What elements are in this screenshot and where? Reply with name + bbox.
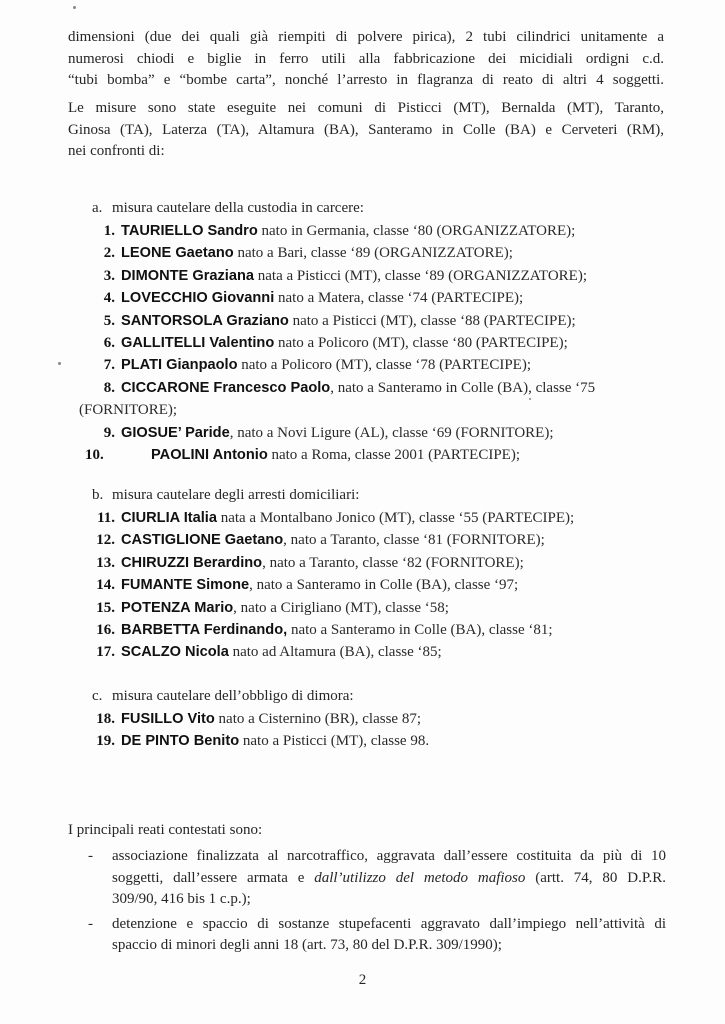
person-details: nato a Matera, classe ‘74 (PARTECIPE);	[274, 290, 524, 307]
section-letter: b.	[92, 487, 104, 503]
item-number: 15.	[96, 599, 115, 616]
list-item	[79, 242, 692, 264]
text-line	[112, 868, 666, 890]
list-item	[79, 444, 692, 466]
list-item	[79, 641, 692, 663]
list-item	[79, 354, 692, 376]
text-line: dimensioni (due dei quali già riempiti di polvere pirica), 2 tubi cilindrici unitamente a	[68, 29, 664, 45]
section-custody-prison	[79, 197, 692, 466]
list-item	[79, 422, 692, 444]
person-details: , nato a Taranto, classe ‘81 (FORNITORE);	[283, 532, 545, 549]
person-details: nato a Roma, classe 2001 (PARTECIPE);	[267, 447, 521, 464]
section-title: misura cautelare dell’obbligo di dimora:	[112, 688, 354, 704]
person-details: nato a Policoro (MT), classe ‘78 (PARTECIPE);	[237, 357, 531, 374]
people-list	[79, 220, 692, 466]
list-item	[79, 619, 692, 641]
list-item	[79, 507, 692, 529]
list-item	[88, 914, 666, 957]
item-number: 14.	[96, 577, 115, 594]
text-line: nei confronti di:	[68, 143, 165, 159]
list-item	[79, 310, 692, 332]
person-details: , nato a Novi Ligure (AL), classe ‘69 (FORNITORE);	[229, 424, 554, 441]
person-name: DIMONTE Graziana	[121, 267, 254, 284]
item-number: 7.	[103, 357, 115, 374]
list-item	[79, 597, 692, 619]
section-letter: a.	[92, 200, 103, 216]
person-name: CIURLIA Italia	[121, 510, 217, 526]
list-item	[79, 529, 692, 551]
text-line: Le misure sono state eseguite nei comuni di Pisticci (MT), Bernalda (MT), Taranto,	[68, 100, 664, 116]
item-number: 2.	[103, 245, 115, 262]
item-number: 6.	[103, 335, 115, 352]
section-title: misura cautelare della custodia in carcere:	[112, 200, 364, 216]
person-details: nato a Santeramo in Colle (BA), classe ‘81;	[287, 622, 553, 639]
item-number: 13.	[96, 554, 115, 571]
section-heading	[92, 685, 692, 707]
text-line: numerosi chiodi e biglie in ferro utili alla fabbricazione dei micidiali ordigni c.d.	[68, 50, 664, 67]
person-details: , nato a Taranto, classe ‘82 (FORNITORE);	[262, 554, 524, 571]
person-name: BARBETTA Ferdinando,	[121, 622, 288, 639]
section-house-arrest	[92, 484, 692, 664]
text-line: 309/90, 416 bis 1 c.p.);	[112, 891, 251, 907]
item-number: 9.	[103, 424, 115, 441]
person-name: CICCARONE Francesco Paolo	[121, 379, 331, 396]
item-number: 17.	[96, 644, 115, 661]
measures-paragraph	[68, 98, 664, 163]
person-details: nata a Montalbano Jonico (MT), classe ‘55 (PARTECIPE);	[216, 510, 575, 526]
bullet-dash: -	[88, 848, 93, 864]
list-item	[79, 730, 692, 752]
list-item	[79, 220, 692, 242]
item-number: 10.	[85, 447, 104, 464]
item-number: 18.	[96, 711, 115, 727]
person-name: SANTORSOLA Graziano	[121, 312, 289, 329]
person-name: LEONE Gaetano	[121, 245, 234, 262]
list-item	[79, 332, 692, 354]
person-name: TAURIELLO Sandro	[121, 223, 258, 239]
person-name: PLATI Gianpaolo	[121, 357, 238, 374]
person-details: nato a Pisticci (MT), classe ‘88 (PARTECIPE);	[288, 312, 576, 329]
list-item	[79, 552, 692, 574]
people-list	[79, 708, 692, 753]
person-details: nato a Cisternino (BR), classe 87;	[214, 711, 421, 727]
text-line: associazione finalizzata al narcotraffico, aggravata dall’essere costituita da più di 10	[112, 848, 666, 864]
person-name: SCALZO Nicola	[121, 644, 229, 661]
section-letter: c.	[92, 688, 103, 704]
item-number: 1.	[103, 223, 115, 239]
crimes-list	[88, 846, 666, 960]
person-details: nato a Policoro (MT), classe ‘80 (PARTECIPE);	[274, 335, 568, 352]
intro-paragraph	[68, 27, 664, 92]
item-number: 4.	[103, 290, 115, 307]
person-name: POTENZA Mario	[121, 599, 234, 616]
person-details: nato a Bari, classe ‘89 (ORGANIZZATORE);	[233, 245, 513, 262]
list-item	[79, 287, 692, 309]
text-line: detenzione e spaccio di sostanze stupefacenti aggravato dall’impiego nell’attività di	[112, 915, 666, 932]
italic-text: dall’utilizzo del metodo mafioso	[314, 869, 526, 886]
text-fragment: (artt. 74, 80 D.P.R.	[525, 869, 666, 886]
item-number: 8.	[103, 379, 115, 396]
person-name: CASTIGLIONE Gaetano	[121, 532, 284, 549]
person-details: nato in Germania, classe ‘80 (ORGANIZZATORE);	[257, 223, 576, 239]
person-details: , nato a Cirigliano (MT), classe ‘58;	[233, 599, 449, 616]
person-name: FUSILLO Vito	[121, 711, 215, 727]
section-heading	[92, 484, 692, 506]
person-name: GALLITELLI Valentino	[121, 335, 275, 352]
crimes-intro: I principali reati contestati sono:	[68, 822, 263, 838]
scan-speck	[73, 6, 76, 9]
person-details-continued: (FORNITORE);	[79, 402, 178, 419]
person-details: nata a Pisticci (MT), classe ‘89 (ORGANIZZATORE);	[254, 267, 587, 284]
item-number: 11.	[97, 510, 115, 526]
person-name: PAOLINI Antonio	[151, 447, 268, 464]
person-name: GIOSUE’ Paride	[121, 424, 230, 441]
item-number: 19.	[96, 733, 115, 750]
text-fragment: soggetti, dall’essere armata e	[112, 869, 315, 886]
item-number: 5.	[103, 312, 115, 329]
person-details: , nato a Santeramo in Colle (BA), classe ‘75	[330, 379, 596, 396]
item-number: 3.	[103, 267, 115, 284]
list-item	[79, 265, 692, 287]
person-details: , nato a Santeramo in Colle (BA), classe ‘97;	[249, 577, 519, 594]
scan-speck	[58, 362, 61, 365]
list-item	[88, 846, 666, 911]
person-name: CHIRUZZI Berardino	[121, 554, 263, 571]
list-item	[79, 708, 692, 730]
section-title: misura cautelare degli arresti domiciliari:	[112, 487, 360, 503]
person-name: DE PINTO Benito	[121, 733, 240, 750]
text-line: “tubi bomba” e “bombe carta”, nonché l’arresto in flagranza di reato di altri 4 soggetti.	[68, 72, 664, 88]
bullet-dash: -	[88, 915, 93, 932]
page-number: 2	[358, 972, 367, 988]
text-line: Ginosa (TA), Laterza (TA), Altamura (BA), Santeramo in Colle (BA) e Cerveteri (RM),	[68, 121, 664, 138]
item-number: 12.	[96, 532, 115, 549]
person-details: nato a Pisticci (MT), classe 98.	[239, 733, 430, 750]
list-item	[79, 574, 692, 596]
item-number: 16.	[96, 622, 115, 639]
people-list	[79, 507, 692, 664]
list-item	[79, 377, 692, 422]
text-line: spaccio di minori degli anni 18 (art. 73, 80 del D.P.R. 309/1990);	[112, 937, 502, 953]
section-residence-obligation	[92, 685, 692, 753]
person-details: nato ad Altamura (BA), classe ‘85;	[228, 644, 442, 661]
section-heading	[92, 197, 692, 219]
person-name: LOVECCHIO Giovanni	[121, 290, 275, 307]
person-name: FUMANTE Simone	[121, 577, 250, 594]
